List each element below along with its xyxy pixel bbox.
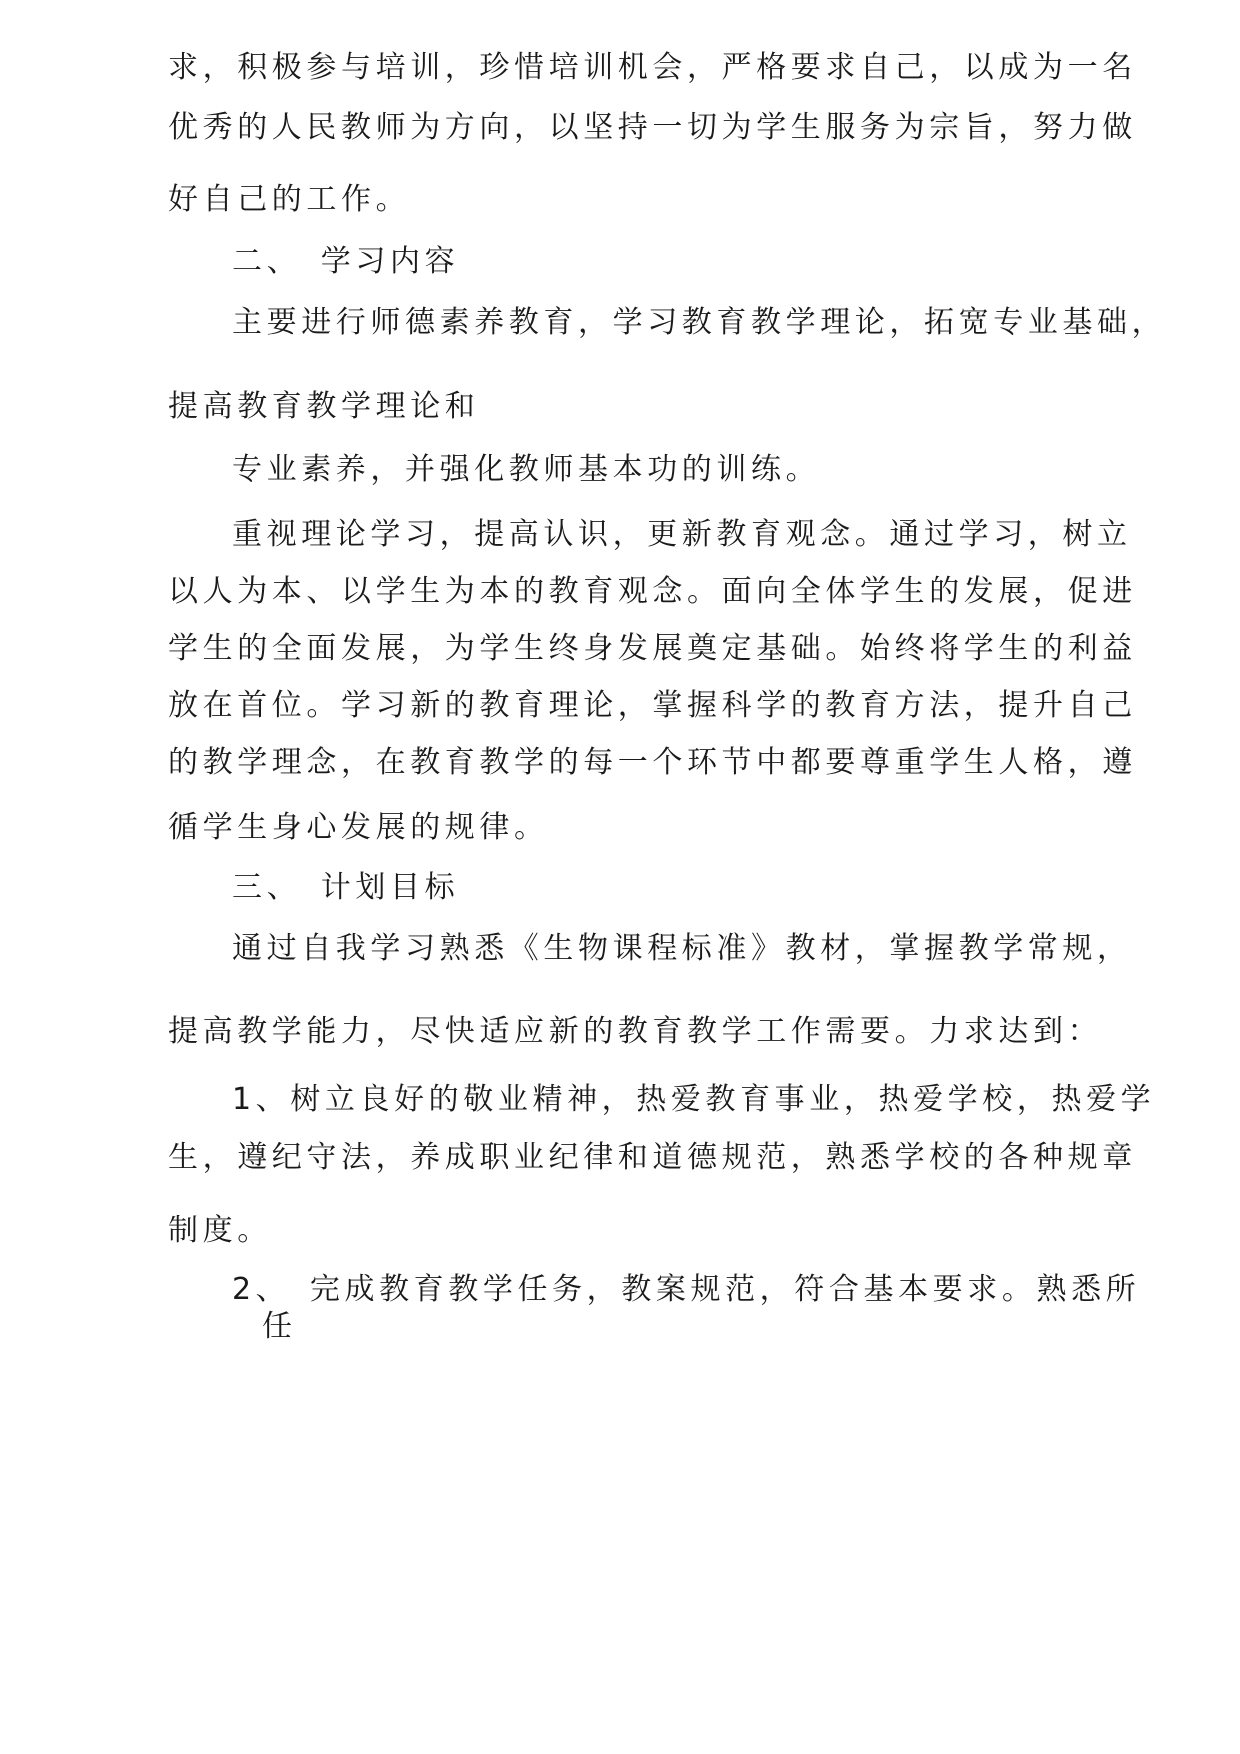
paragraph-line: 提高教学能力，尽快适应新的教育教学工作需要。力求达到：	[168, 1014, 1103, 1049]
paragraph-line: 主要进行师德素养教育，学习教育教学理论，拓宽专业基础，	[232, 305, 1167, 340]
list-item-1: 1、树立良好的敬业精神，热爱教育事业，热爱学校，热爱学	[232, 1082, 1156, 1117]
paragraph-line: 优秀的人民教师为方向，以坚持一切为学生服务为宗旨，努力做	[168, 110, 1137, 145]
list-item-2: 2、 完成教育教学任务，教案规范，符合基本要求。熟悉所	[232, 1272, 1141, 1307]
paragraph-line: 放在首位。学习新的教育理论，掌握科学的教育方法，提升自己	[168, 688, 1137, 723]
paragraph-line: 的教学理念，在教育教学的每一个环节中都要尊重学生人格，遵	[168, 745, 1137, 780]
paragraph-line: 循学生身心发展的规律。	[168, 810, 549, 845]
paragraph-line: 任	[262, 1309, 292, 1344]
section-heading-3: 三、 计划目标	[232, 870, 460, 905]
paragraph-line: 制度。	[168, 1213, 272, 1248]
paragraph-line: 专业素养，并强化教师基本功的训练。	[232, 452, 821, 487]
paragraph-line: 求，积极参与培训，珍惜培训机会，严格要求自己，以成为一名	[168, 50, 1137, 85]
paragraph-line: 学生的全面发展，为学生终身发展奠定基础。始终将学生的利益	[168, 631, 1137, 666]
paragraph-line: 好自己的工作。	[168, 182, 411, 217]
paragraph-line: 提高教育教学理论和	[168, 389, 480, 424]
paragraph-line: 重视理论学习，提高认识，更新教育观念。通过学习，树立	[232, 517, 1132, 552]
paragraph-line: 生，遵纪守法，养成职业纪律和道德规范，熟悉学校的各种规章	[168, 1140, 1137, 1175]
section-heading-2: 二、 学习内容	[232, 244, 460, 279]
paragraph-line: 以人为本、以学生为本的教育观念。面向全体学生的发展，促进	[168, 574, 1137, 609]
paragraph-line: 通过自我学习熟悉《生物课程标准》教材，掌握教学常规，	[232, 931, 1132, 966]
